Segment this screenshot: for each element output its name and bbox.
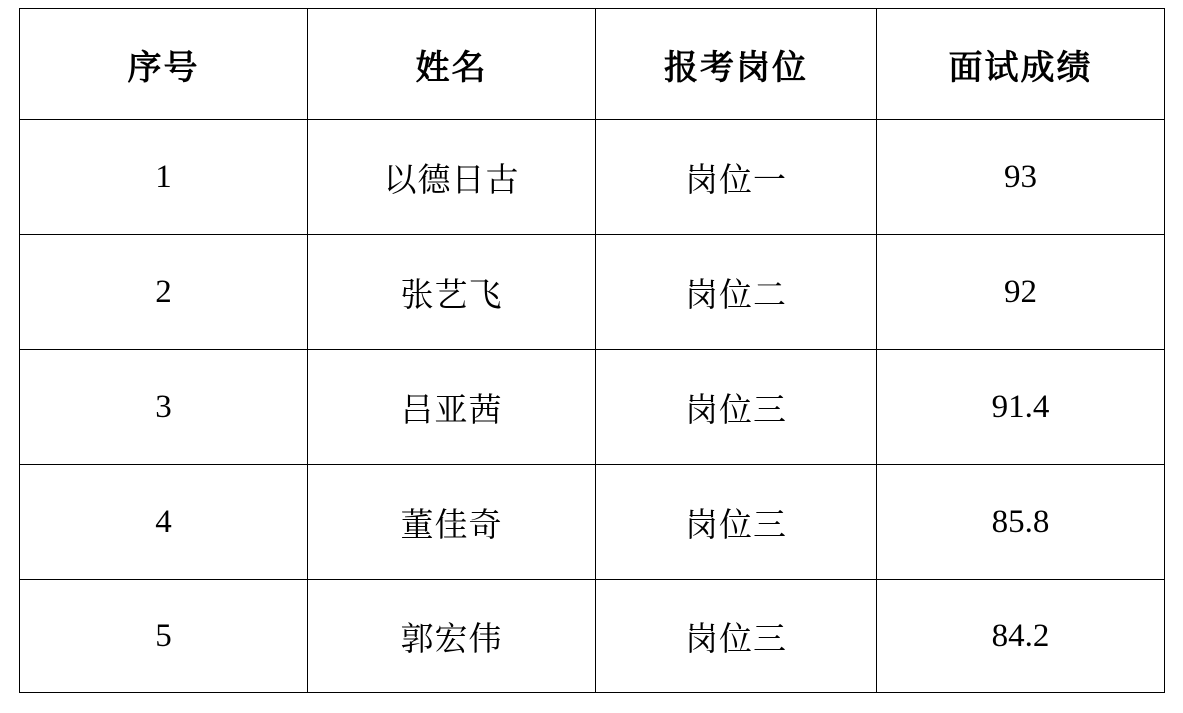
cell-index: 5 <box>20 580 308 693</box>
cell-score: 93 <box>877 120 1165 235</box>
cell-name: 以德日古 <box>308 120 596 235</box>
cell-name: 董佳奇 <box>308 465 596 580</box>
table-header <box>20 9 1165 120</box>
column-header-index: 序号 <box>20 9 308 120</box>
table-row <box>20 235 1165 350</box>
column-header-position: 报考岗位 <box>596 9 877 120</box>
table-row <box>20 465 1165 580</box>
cell-score: 84.2 <box>877 580 1165 693</box>
cell-position: 岗位二 <box>596 235 877 350</box>
cell-index: 3 <box>20 350 308 465</box>
cell-name: 吕亚茜 <box>308 350 596 465</box>
cell-score: 92 <box>877 235 1165 350</box>
table-body <box>20 120 1165 693</box>
interview-score-table <box>19 8 1165 693</box>
cell-position: 岗位一 <box>596 120 877 235</box>
table-header-row <box>20 9 1165 120</box>
cell-score: 91.4 <box>877 350 1165 465</box>
table-row <box>20 120 1165 235</box>
cell-index: 4 <box>20 465 308 580</box>
cell-score: 85.8 <box>877 465 1165 580</box>
cell-position: 岗位三 <box>596 465 877 580</box>
cell-index: 1 <box>20 120 308 235</box>
table-row <box>20 350 1165 465</box>
table-row <box>20 580 1165 693</box>
cell-index: 2 <box>20 235 308 350</box>
cell-position: 岗位三 <box>596 580 877 693</box>
cell-name: 张艺飞 <box>308 235 596 350</box>
cell-name: 郭宏伟 <box>308 580 596 693</box>
column-header-name: 姓名 <box>308 9 596 120</box>
column-header-score: 面试成绩 <box>877 9 1165 120</box>
cell-position: 岗位三 <box>596 350 877 465</box>
